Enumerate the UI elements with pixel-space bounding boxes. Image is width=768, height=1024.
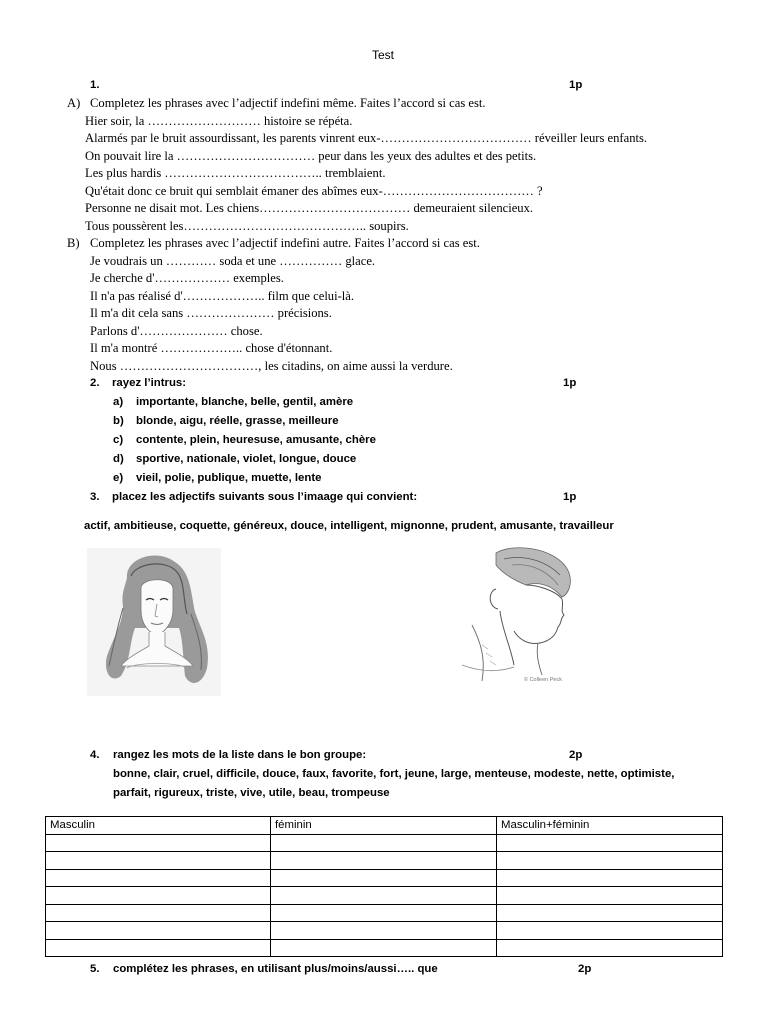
- table-row: [46, 834, 723, 852]
- q1-partA-line: Les plus hardis ……………………………….. tremblaient.: [85, 166, 386, 180]
- q2-item-letter: a): [113, 396, 124, 408]
- q5-points: 2p: [578, 963, 592, 975]
- q4-words-line: bonne, clair, cruel, difficile, douce, faux, favorite, fort, jeune, large, menteuse, modeste, nette, optimiste,: [113, 768, 675, 780]
- q1-partB-line: Il m'a dit cela sans ………………… précisions.: [90, 306, 332, 320]
- table-cell[interactable]: [46, 869, 271, 887]
- q1-partA-line: Tous poussèrent les…………………………………….. soupirs.: [85, 218, 409, 233]
- table-cell[interactable]: [271, 887, 497, 905]
- table-cell[interactable]: [497, 869, 723, 887]
- q1-partA-line: Qu'était donc ce bruit qui semblait émaner des abîmes eux-……………………………… ?: [85, 183, 543, 198]
- table-cell[interactable]: [271, 852, 497, 870]
- q3-points: 1p: [563, 491, 577, 503]
- q2-title: rayez l’intrus:: [112, 377, 187, 389]
- q1-partB-label: B): [67, 236, 80, 250]
- q1-partA-instruction: Completez les phrases avec l’adjectif indefini même. Faites l’accord si cas est.: [90, 96, 486, 110]
- q2-item-letter: d): [113, 453, 124, 465]
- q2-points: 1p: [563, 377, 577, 389]
- q1-partA-label: A): [67, 96, 81, 110]
- table-cell[interactable]: [46, 852, 271, 870]
- table-cell[interactable]: [46, 939, 271, 957]
- table-cell[interactable]: [497, 939, 723, 957]
- q2-item-letter: e): [113, 472, 124, 484]
- q2-item-letter: b): [113, 415, 124, 427]
- table-cell[interactable]: [497, 922, 723, 940]
- table-cell[interactable]: [497, 904, 723, 922]
- q1-partA-line: Hier soir, la ……………………… histoire se répéta.: [85, 113, 353, 128]
- q1-partB-line: Je cherche d'……………… exemples.: [90, 271, 284, 285]
- table-cell[interactable]: [46, 887, 271, 905]
- table-row: [46, 869, 723, 887]
- page-title: Test: [372, 48, 395, 62]
- image-credit: © Colleen Peck: [524, 677, 562, 683]
- table-cell[interactable]: [46, 922, 271, 940]
- table-row: [46, 922, 723, 940]
- q2-item-text: sportive, nationale, violet, longue, douce: [136, 453, 357, 465]
- q1-points: 1p: [569, 79, 583, 91]
- table-cell[interactable]: [497, 852, 723, 870]
- q2-item-letter: c): [113, 434, 124, 446]
- column-header-masculin-feminin: Masculin+féminin: [497, 817, 723, 835]
- word-sorting-table: [45, 816, 723, 957]
- q1-number: 1.: [90, 79, 100, 91]
- q1-partA-line: On pouvait lire la …………………………… peur dans les yeux des adultes et des petits.: [85, 148, 537, 163]
- q1-partB-line: Il n'a pas réalisé d'……………….. film que celui-là.: [90, 288, 355, 303]
- q2-item-text: importante, blanche, belle, gentil, amère: [136, 396, 354, 408]
- table-cell[interactable]: [271, 922, 497, 940]
- table-row: [46, 904, 723, 922]
- q4-number: 4.: [90, 749, 100, 761]
- q2-number: 2.: [90, 377, 100, 389]
- table-cell[interactable]: [46, 834, 271, 852]
- q5-number: 5.: [90, 963, 100, 975]
- table-cell[interactable]: [497, 834, 723, 852]
- table-cell[interactable]: [271, 869, 497, 887]
- q4-points: 2p: [569, 749, 583, 761]
- table-cell[interactable]: [271, 904, 497, 922]
- q2-item-text: vieil, polie, publique, muette, lente: [136, 472, 322, 484]
- q5-title: complétez les phrases, en utilisant plus/moins/aussi….. que: [113, 963, 438, 975]
- table-row: [46, 939, 723, 957]
- table-row: [46, 887, 723, 905]
- q3-title: placez les adjectifs suivants sous l’imaage qui convient:: [112, 491, 418, 503]
- q1-partB-line: Parlons d'………………… chose.: [90, 323, 263, 338]
- table-cell[interactable]: [271, 834, 497, 852]
- q2-item-text: blonde, aigu, réelle, grasse, meilleure: [136, 415, 339, 427]
- q4-words-line: parfait, rigureux, triste, vive, utile, beau, trompeuse: [113, 787, 390, 799]
- q1-partA-line: Alarmés par le bruit assourdissant, les parents vinrent eux-……………………………… réveiller leurs enfants.: [85, 131, 648, 145]
- q3-number: 3.: [90, 491, 100, 503]
- q1-partB-line: Je voudrais un ………… soda et une …………… glace.: [90, 253, 376, 268]
- q3-adjective-list: actif, ambitieuse, coquette, généreux, douce, intelligent, mignonne, prudent, amusante, travailleur: [84, 520, 614, 532]
- column-header-feminin: féminin: [271, 817, 497, 835]
- column-header-masculin: Masculin: [46, 817, 271, 835]
- table-cell[interactable]: [271, 939, 497, 957]
- q1-partA-line: Personne ne disait mot. Les chiens……………………………… demeuraient silencieux.: [85, 201, 534, 215]
- q1-partB-line: Nous ……………………………, les citadins, on aime aussi la verdure.: [90, 358, 453, 373]
- table-row: [46, 852, 723, 870]
- table-cell[interactable]: [46, 904, 271, 922]
- q4-title: rangez les mots de la liste dans le bon groupe:: [113, 749, 367, 761]
- q2-item-text: contente, plein, heuresuse, amusante, chère: [136, 434, 376, 446]
- q1-partB-instruction: Completez les phrases avec l’adjectif indefini autre. Faites l’accord si cas est.: [90, 236, 480, 250]
- q1-partB-line: Il m'a montré ……………….. chose d'étonnant.: [90, 341, 333, 355]
- table-cell[interactable]: [497, 887, 723, 905]
- man-portrait-image: [452, 545, 578, 686]
- table-header-row: [46, 817, 723, 835]
- woman-portrait-image: [87, 548, 221, 696]
